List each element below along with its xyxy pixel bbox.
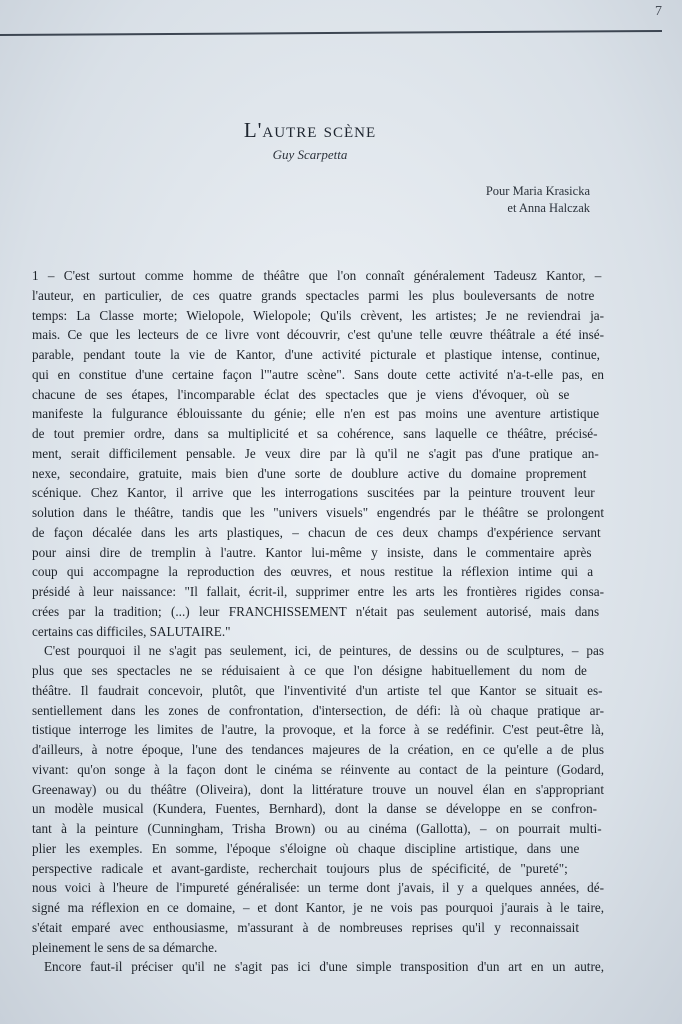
text-line-content: perspective radicale et avant-gardiste, recherchait toujours plus de spécificité, de "pureté";: [32, 860, 568, 876]
text-line: [32, 799, 604, 819]
text-line: [32, 523, 604, 543]
text-line: [32, 760, 604, 780]
text-line-content: sentiellement dans les zones de confrontation, d'intersection, de défi: là où chaque pratique ar-: [32, 702, 604, 718]
text-line: [32, 365, 604, 385]
text-line: [32, 819, 604, 839]
text-line-content: 1 – C'est surtout comme homme de théâtre que l'on connaît généralement Tadeusz Kantor, –: [32, 268, 602, 283]
text-line: [32, 859, 604, 879]
text-line: [32, 345, 604, 365]
text-line-content: mais. Ce que les lecteurs de ce livre vont découvrir, c'est qu'une telle œuvre théâtrale a été insé-: [32, 327, 604, 343]
text-line-content: ment, serait difficilement pensable. Je veux dire par là qu'il ne s'agit pas d'une pratique an-: [32, 445, 599, 461]
text-line-content: tant à la peinture (Cunningham, Trisha Brown) ou au cinéma (Gallotta), – on pourrait multi-: [32, 821, 602, 836]
text-line-content: d'ailleurs, à notre époque, l'une des tendances majeures de la création, en ce qu'elle a de plus: [32, 742, 604, 757]
text-line: pleinement le sens de sa démarche.: [32, 939, 218, 955]
text-line: [32, 444, 604, 464]
text-line-content: signé ma réflexion en ce domaine, – et dont Kantor, je ne vois pas pourquoi j'aurais à le taire,: [32, 900, 604, 915]
text-line: [32, 543, 604, 563]
text-line: [32, 562, 604, 582]
text-line-content: plus que ses spectacles ne se réduisaient à ce que l'on désigne habituellement du nom de: [32, 663, 587, 678]
text-line: [32, 385, 604, 405]
text-line: [32, 464, 604, 484]
text-line: [32, 918, 604, 938]
text-line: [32, 780, 604, 800]
text-line-content: solution dans le théâtre, tandis que les "univers visuels" engendrés par le théâtre se prolongent: [32, 505, 604, 520]
text-line: [32, 582, 604, 602]
text-line-content: s'était emparé avec enthousiasme, m'assurant à de nombreuses reprises qu'il y reconnaissait: [32, 919, 579, 935]
text-line: [32, 503, 604, 523]
text-line: certains cas difficiles, SALUTAIRE.": [32, 623, 231, 639]
text-line-content: de tout premier ordre, dans sa multiplicité et sa cohérence, sans laquelle ce théâtre, précisé-: [32, 426, 598, 441]
header-rule: [0, 30, 662, 36]
text-line: [32, 306, 604, 326]
dedication-line: et Anna Halczak: [507, 201, 590, 215]
text-line-content: parable, pendant toute la vie de Kantor, d'une activité picturale et plastique intense, continue,: [32, 347, 600, 362]
dedication-line: Pour Maria Krasicka: [485, 184, 590, 198]
text-line: [32, 898, 604, 918]
text-line-content: nexe, secondaire, gratuite, mais bien d'une sorte de doublure active du domaine proprement: [32, 465, 587, 481]
text-line-content: scénique. Chez Kantor, il arrive que les interrogations suscitées par la peinture trouvent leur: [32, 485, 595, 501]
body-text: [32, 266, 604, 977]
text-line-content: crées par la tradition; (...) leur FRANCHISSEMENT n'était pas seulement autorisé, mais dans: [32, 603, 600, 619]
text-line-content: présidé à leur naissance: "Il fallait, écrit-il, supprimer entre les arts les frontières rigides consa-: [32, 584, 604, 599]
text-line-content: pour ainsi dire de tremplin à l'autre. Kantor lui-même y insiste, dans le commentaire après: [32, 544, 592, 560]
text-line: [32, 878, 604, 898]
text-line-content: qui en constitue d'une certaine façon l'"autre scène". Sans doute cette activité n'a-t-elle pas, en: [32, 366, 604, 382]
text-line: [32, 325, 604, 345]
text-line-content: vivant: qu'on songe à la façon dont le cinéma se réinvente au contact de la peinture (Godard,: [32, 761, 604, 777]
text-line-content: Greenaway) ou du théâtre (Oliveira), dont la littérature trouve un nouvel élan en s'appropriant: [32, 781, 604, 797]
text-line-content: tistique interroge les limites de l'autre, la provoque, et la force à se redéfinir. C'est peut-être là,: [32, 722, 604, 738]
text-line: [32, 404, 604, 424]
text-line-content: Encore faut-il préciser qu'il ne s'agit pas ici d'une simple transposition d'un art en un autre,: [44, 959, 604, 975]
text-line-content: coup qui accompagne la reproduction des œuvres, et nous restitue la réflexion intime qui a: [32, 564, 594, 580]
text-line-content: plier les exemples. En somme, l'époque s'éloigne où chaque discipline artistique, dans une: [32, 840, 580, 856]
text-line: [32, 266, 604, 286]
text-line-content: nous voici à l'heure de l'impureté généralisée: un terme dont j'avais, il y a quelques années, dé-: [32, 880, 604, 896]
text-line-content: chacune de ses étapes, l'incomparable éclat des spectacles que je viens d'évoquer, où se: [32, 386, 570, 402]
text-line: [32, 740, 604, 760]
dedication: [486, 183, 590, 217]
text-line: [32, 483, 604, 503]
text-line: [32, 424, 604, 444]
chapter-title: L'autre scène: [243, 118, 377, 142]
text-line: [32, 286, 604, 306]
text-line-content: un modèle musical (Kundera, Fuentes, Bernhard), dont la danse se développe en se confron-: [32, 801, 598, 817]
text-line-content: de façon décalée dans les arts plastiques, – chacun de ces deux champs d'expérience servant: [32, 524, 601, 540]
text-line-content: temps: La Classe morte; Wielopole, Wielopole; Qu'ils crèvent, les artistes; Je ne reviendrai ja-: [32, 307, 604, 323]
text-line: [32, 957, 604, 977]
text-line-content: l'auteur, en particulier, de ces quatre grands spectacles parmi les plus bouleversants de notre: [32, 287, 595, 303]
text-line: [32, 661, 604, 681]
text-line-content: manifeste la fulgurance éblouissante du génie; elle n'en est pas moins une aventure artistique: [32, 406, 600, 422]
page-number: 7: [655, 4, 662, 19]
text-line: [32, 839, 604, 859]
chapter-author: Guy Scarpetta: [272, 147, 348, 162]
text-line: [32, 681, 604, 701]
text-line: [32, 602, 604, 622]
text-line-content: théâtre. Il faudrait concevoir, plutôt, que l'inventivité d'un artiste tel que Kantor se situait es-: [32, 682, 603, 698]
text-line: [32, 720, 604, 740]
text-line-content: C'est pourquoi il ne s'agit pas seulement, ici, de peintures, de dessins ou de sculptures, – pas: [44, 643, 604, 659]
text-line: [32, 641, 604, 661]
text-line: [32, 701, 604, 721]
